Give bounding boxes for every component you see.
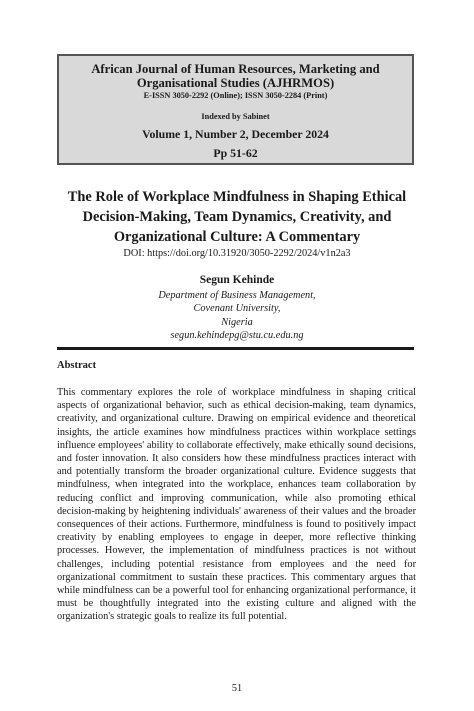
article-title [30,187,444,247]
journal-header-box [57,54,414,165]
author-name: Segun Kehinde [199,274,275,286]
affiliation-line3: Nigeria [221,316,253,328]
section-divider [57,347,414,350]
journal-name-line2: Organisational Studies (AJHRMOS) [136,76,335,90]
journal-issn: E-ISSN 3050-2292 (Online); ISSN 3050-2284 (Print) [143,91,328,100]
page-range: Pp 51-62 [213,146,258,160]
author-email[interactable]: segun.kehindepg@stu.cu.edu.ng [170,329,304,341]
page-number: 51 [231,683,243,694]
abstract-text: This commentary explores the role of workplace mindfulness in shaping critical aspects of organizational behavior, such as ethical decision-making, team dynamics, creativity, and organizational culture. Drawing on empirical evidence and theoretical insights, the article examines how mindfulness practices within workplace settings influence employees' ability to collaborate effectively, make ethically sound decisions, and foster innovation. It also considers how these mindfulness practices interact with and potentially transform the broader organizational culture. Evidence suggests that mindfulness, when integrated into the workplace, enhances team collaboration by reducing conflict and improving communication, while also promoting ethical decision-making by heightening individuals' awareness of their values and the broader consequences of their actions. Furthermore, mindfulness is found to positively impact creativity by enabling employees to engage in deeper, more reflective thinking processes. However, the implementation of mindfulness practices is not without challenges, including potential resistance from employees and the need for organizational commitment to sustain these practices. This commentary argues that while mindfulness can be a powerful tool for enhancing organizational performance, it must be thoughtfully integrated into the existing culture and aligned with the organization's strategic goals to realize its full potential. [57,387,416,623]
article-title-line1: The Role of Workplace Mindfulness in Shaping Ethical [67,189,407,205]
doi-link[interactable]: DOI: https://doi.org/10.31920/3050-2292/2024/v1n2a3 [123,248,351,259]
article-title-line3: Organizational Culture: A Commentary [113,229,361,245]
indexing-note: Indexed by Sabinet [201,112,270,121]
journal-name-line1: African Journal of Human Resources, Marketing and [91,62,380,76]
affiliation-line1: Department of Business Management, [158,290,316,301]
abstract-heading: Abstract [57,360,97,371]
author-block [0,272,474,342]
journal-name [59,62,412,90]
affiliation-line2: Covenant University, [193,303,281,315]
article-title-line2: Decision-Making, Team Dynamics, Creativity, and [82,209,392,225]
volume-info: Volume 1, Number 2, December 2024 [142,127,329,141]
